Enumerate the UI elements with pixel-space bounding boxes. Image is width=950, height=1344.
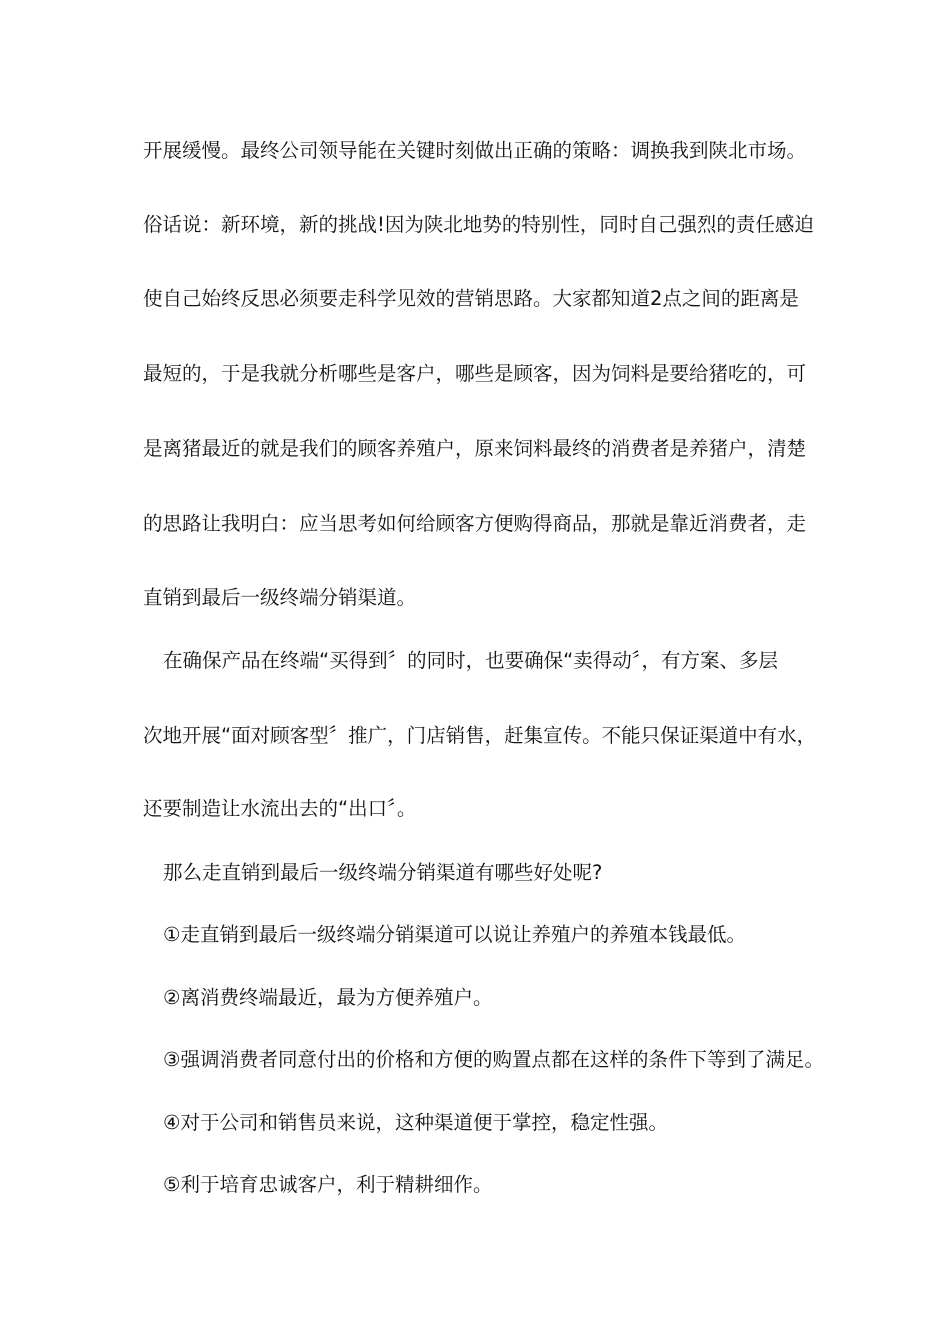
text-line: 使自己始终反思必须要走科学见效的营销思路。大家都知道2点之间的距离是 xyxy=(143,287,799,310)
text-line: 次地开展“面对顾客型〞推广，门店销售，赶集宣传。不能只保证渠道中有水， xyxy=(143,724,817,747)
text-line: 俗话说：新环境，新的挑战!因为陕北地势的特别性，同时自己强烈的责任感迫 xyxy=(143,213,814,236)
text-line: 直销到最后一级终端分销渠道。 xyxy=(143,586,417,609)
benefit-item-3: ③强调消费者同意付出的价格和方便的购置点都在这样的条件下等到了满足。 xyxy=(163,1048,824,1071)
benefit-item-2: ②离消费终端最近，最为方便养殖户。 xyxy=(163,986,493,1009)
benefit-item-1: ①走直销到最后一级终端分销渠道可以说让养殖户的养殖本钱最低。 xyxy=(163,923,746,946)
text-line: 开展缓慢。最终公司领导能在关键时刻做出正确的策略：调换我到陕北市场。 xyxy=(143,139,807,162)
text-line: 最短的，于是我就分析哪些是客户，哪些是顾客，因为饲料是要给猪吃的，可 xyxy=(143,362,807,385)
paragraph-start-line: 在确保产品在终端“买得到〞的同时，也要确保“卖得动〞，有方案、多层 xyxy=(163,649,778,672)
question-line: 那么走直销到最后一级终端分销渠道有哪些好处呢? xyxy=(163,861,603,884)
text-line: 是离猪最近的就是我们的顾客养殖户，原来饲料最终的消费者是养猪户，清楚 xyxy=(143,437,807,460)
benefit-item-5: ⑤利于培育忠诚客户，利于精耕细作。 xyxy=(163,1173,493,1196)
text-line: 还要制造让水流出去的“出口〞。 xyxy=(143,797,417,820)
text-line: 的思路让我明白：应当思考如何给顾客方便购得商品，那就是靠近消费者，走 xyxy=(143,512,807,535)
benefit-item-4: ④对于公司和销售员来说，这种渠道便于掌控，稳定性强。 xyxy=(163,1111,668,1134)
